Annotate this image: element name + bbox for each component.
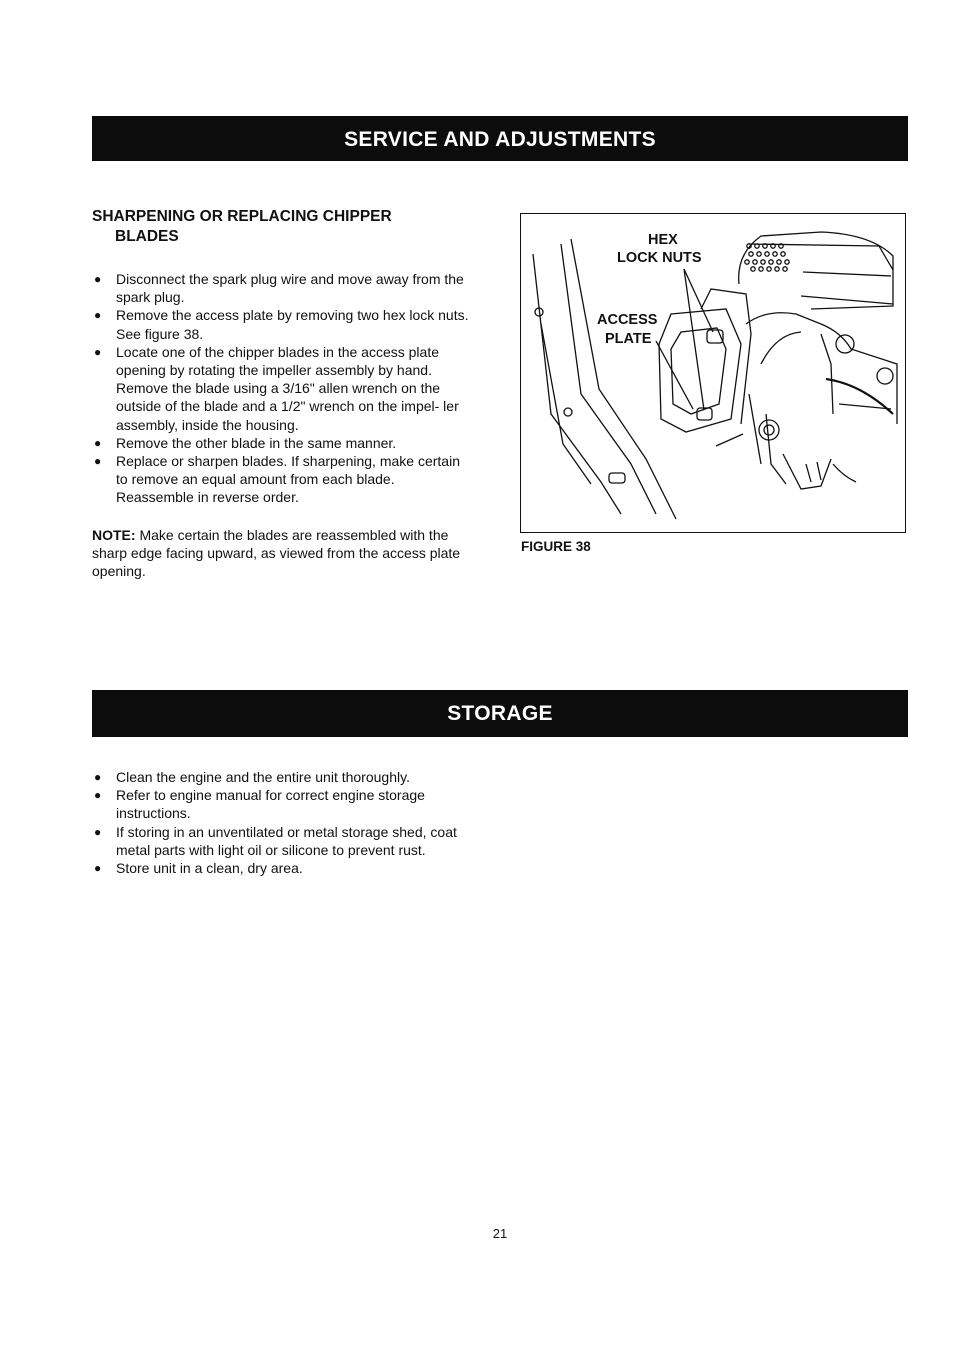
access-label: ACCESS: [597, 312, 658, 328]
storage-steps-list: [92, 768, 462, 877]
bullet-icon: ●: [94, 435, 102, 450]
blade-note: [92, 526, 484, 581]
bullet-icon: ●: [94, 861, 102, 876]
list-item: ● Disconnect the spark plug wire and move away from the spark plug.: [94, 271, 464, 306]
vent-holes: [745, 244, 789, 271]
list-item: ● Store unit in a clean, dry area.: [94, 860, 303, 877]
list-item: ● Locate one of the chipper blades in the access plate opening by rotating the impeller assembly by hand. Remove the blade using a 3/16" allen wrench on the outside of the blade and a 1/2" wrench on the impel- ler assembly, inside the housing.: [94, 343, 459, 433]
bullet-icon: ●: [94, 824, 102, 839]
note-label: NOTE:: [92, 527, 136, 543]
heading-line-2: BLADES: [115, 228, 179, 245]
chipper-housing-drawing: [521, 214, 906, 533]
figure-caption: FIGURE 38: [521, 539, 591, 554]
figure-38-illustration: [520, 213, 906, 533]
list-item: ● Clean the engine and the entire unit thoroughly.: [94, 769, 410, 785]
bullet-icon: ●: [94, 344, 102, 359]
bullet-icon: ●: [94, 454, 102, 469]
bullet-icon: ●: [94, 308, 102, 323]
blade-steps-list: [92, 270, 472, 507]
bullet-icon: ●: [94, 272, 102, 286]
list-item: ● If storing in an unventilated or metal storage shed, coat metal parts with light oil or silicone to prevent rust.: [94, 823, 457, 858]
list-item: ● Remove the other blade in the same manner.: [94, 434, 397, 451]
page-number: 21: [492, 1226, 508, 1241]
list-item: ● Replace or sharpen blades. If sharpening, make certain to remove an equal amount from each blade. Reassemble in reverse order.: [94, 453, 460, 506]
list-item: ● Remove the access plate by removing two hex lock nuts. See figure 38.: [94, 307, 469, 342]
bullet-icon: ●: [94, 770, 102, 784]
list-item: ● Refer to engine manual for correct engine storage instructions.: [94, 787, 425, 822]
service-adjustments-banner: SERVICE AND ADJUSTMENTS: [92, 116, 908, 161]
bullet-icon: ●: [94, 788, 102, 803]
lock-nuts-label: LOCK NUTS: [617, 250, 702, 266]
chipper-blades-heading: [92, 207, 472, 247]
storage-banner: STORAGE: [92, 690, 908, 737]
heading-line-1: SHARPENING OR REPLACING CHIPPER: [92, 208, 392, 225]
plate-label: PLATE: [605, 331, 652, 347]
hex-label: HEX: [648, 232, 678, 248]
note-text: Make certain the blades are reassembled with the sharp edge facing upward, as viewed from the access plate opening.: [92, 527, 461, 580]
